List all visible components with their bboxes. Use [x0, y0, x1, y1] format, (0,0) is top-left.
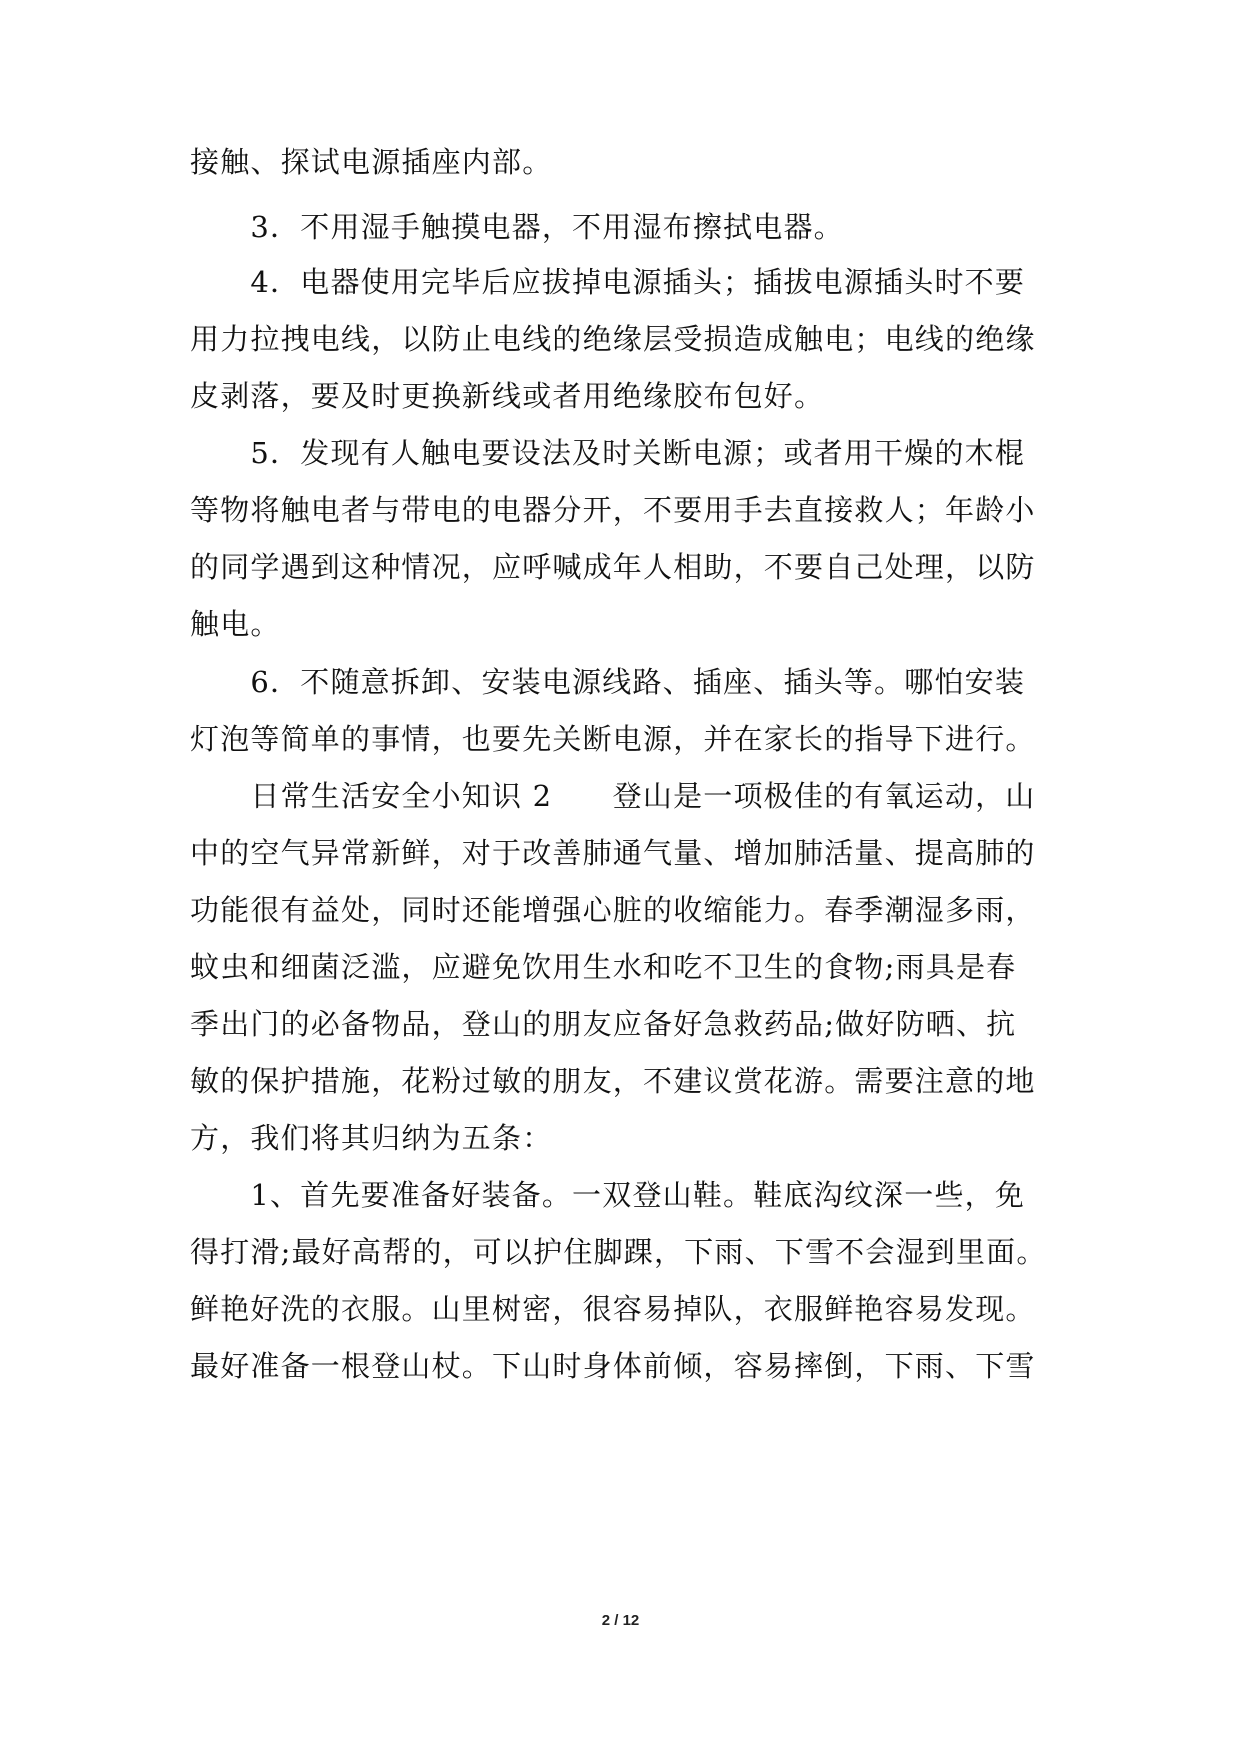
text-line: 得打滑;最好高帮的，可以护住脚踝，下雨、下雪不会湿到里面。 [190, 1235, 1047, 1269]
text-line: 6．不随意拆卸、安装电源线路、插座、插头等。哪怕安装 [190, 665, 1026, 699]
text-line: 5．发现有人触电要设法及时关断电源；或者用干燥的木棍 [190, 436, 1026, 470]
text-line: 方，我们将其归纳为五条： [190, 1121, 553, 1155]
text-line: 4．电器使用完毕后应拔掉电源插头；插拔电源插头时不要 [190, 265, 1026, 299]
text-line: 3．不用湿手触摸电器，不用湿布擦拭电器。 [190, 210, 844, 244]
text-line: 等物将触电者与带电的电器分开，不要用手去直接救人；年龄小 [190, 493, 1036, 527]
text-line: 的同学遇到这种情况，应呼喊成年人相助，不要自己处理，以防 [190, 550, 1036, 584]
text-line: 触电。 [190, 607, 281, 641]
section-heading-line: 日常生活安全小知识 2 登山是一项极佳的有氧运动，山 [190, 779, 1036, 813]
text-line: 接触、探试电源插座内部。 [190, 145, 553, 179]
text-line: 季出门的必备物品，登山的朋友应备好急救药品;做好防晒、抗 [190, 1007, 1017, 1041]
text-line: 灯泡等简单的事情，也要先关断电源，并在家长的指导下进行。 [190, 722, 1036, 756]
text-line: 敏的保护措施，花粉过敏的朋友，不建议赏花游。需要注意的地 [190, 1064, 1036, 1098]
text-line: 中的空气异常新鲜，对于改善肺通气量、增加肺活量、提高肺的 [190, 836, 1036, 870]
text-line: 功能很有益处，同时还能增强心脏的收缩能力。春季潮湿多雨， [190, 893, 1036, 927]
text-line: 皮剥落，要及时更换新线或者用绝缘胶布包好。 [190, 379, 825, 413]
text-line: 1、首先要准备好装备。一双登山鞋。鞋底沟纹深一些，免 [190, 1178, 1026, 1212]
text-line: 鲜艳好洗的衣服。山里树密，很容易掉队，衣服鲜艳容易发现。 [190, 1292, 1036, 1326]
text-line: 用力拉拽电线，以防止电线的绝缘层受损造成触电；电线的绝缘 [190, 322, 1036, 356]
text-line: 蚊虫和细菌泛滥，应避免饮用生水和吃不卫生的食物;雨具是春 [190, 950, 1017, 984]
text-line: 最好准备一根登山杖。下山时身体前倾，容易摔倒，下雨、下雪 [190, 1349, 1036, 1383]
page-number: 2 / 12 [601, 1612, 640, 1629]
